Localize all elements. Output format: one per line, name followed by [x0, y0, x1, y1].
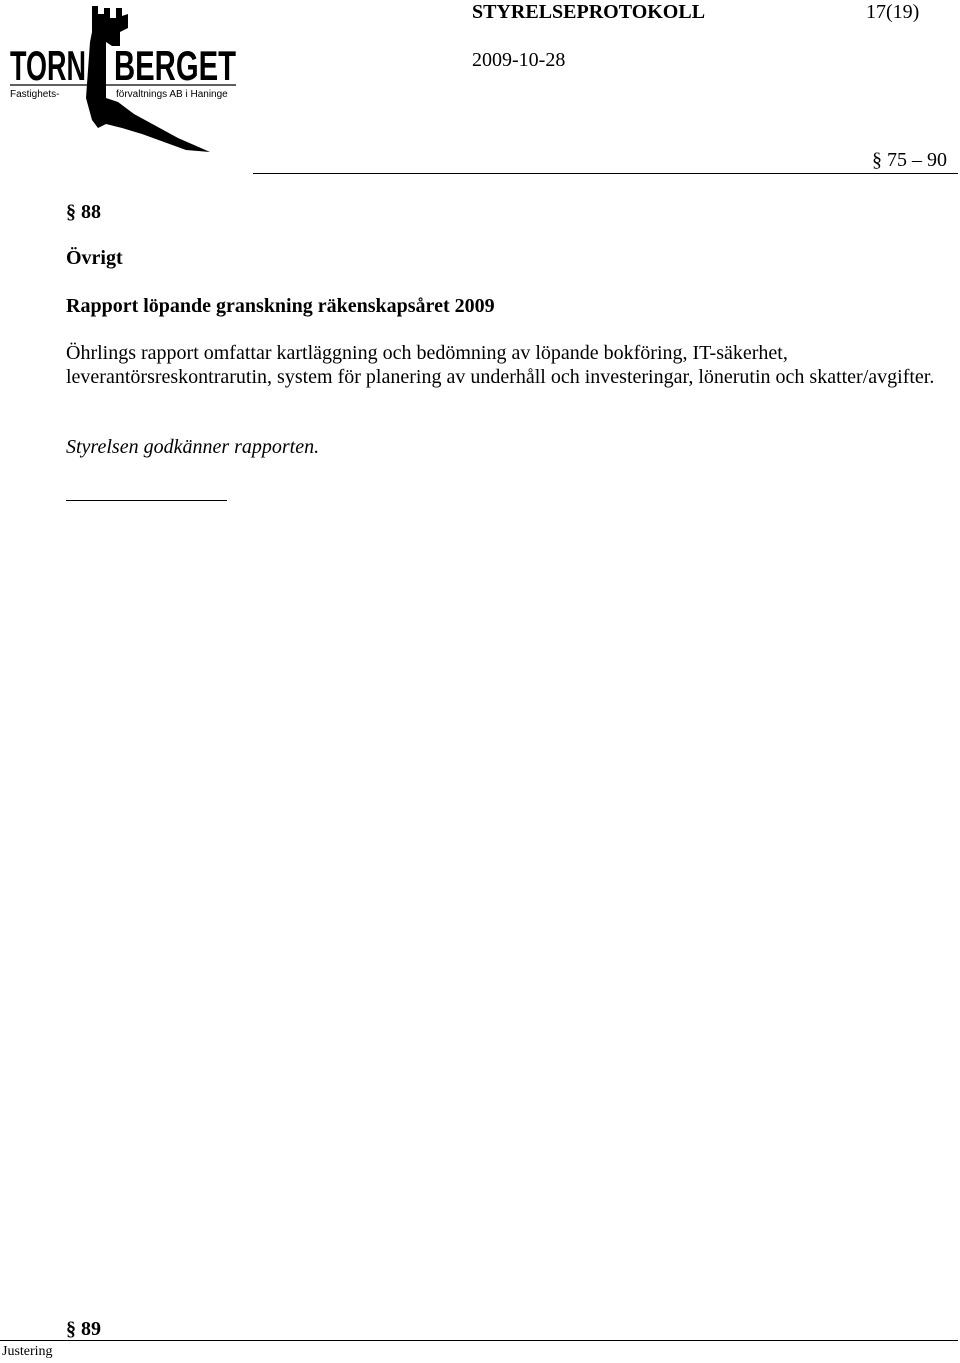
header-divider	[253, 173, 958, 174]
section-number: § 88	[66, 201, 101, 223]
logo-tagline-right: förvaltnings AB i Haninge	[116, 89, 228, 100]
document-date: 2009-10-28	[472, 49, 566, 71]
section-heading: Övrigt	[66, 247, 123, 269]
footer-divider	[0, 1340, 958, 1341]
logo-name-left: TORN	[10, 42, 86, 89]
body-paragraph: Öhrlings rapport omfattar kartläggning och bedömning av löpande bokföring, IT-säkerhet, leverantörsreskontrarutin, system för planering av underhåll och investeringar, lönerutin och skatter/avgifter.	[66, 342, 935, 388]
next-section-number: § 89	[66, 1318, 101, 1340]
logo-name-right: BERGET	[114, 42, 237, 89]
section-end-divider	[66, 500, 227, 501]
logo-tagline-left: Fastighets-	[10, 89, 60, 100]
decision-text: Styrelsen godkänner rapporten.	[66, 436, 320, 458]
company-logo	[6, 2, 238, 158]
footer-label: Justering	[2, 1344, 53, 1359]
page-number: 17(19)	[866, 1, 920, 23]
document-title: STYRELSEPROTOKOLL	[472, 1, 706, 23]
section-range: § 75 – 90	[872, 149, 947, 171]
item-heading: Rapport löpande granskning räkenskapsåret 2009	[66, 295, 495, 317]
